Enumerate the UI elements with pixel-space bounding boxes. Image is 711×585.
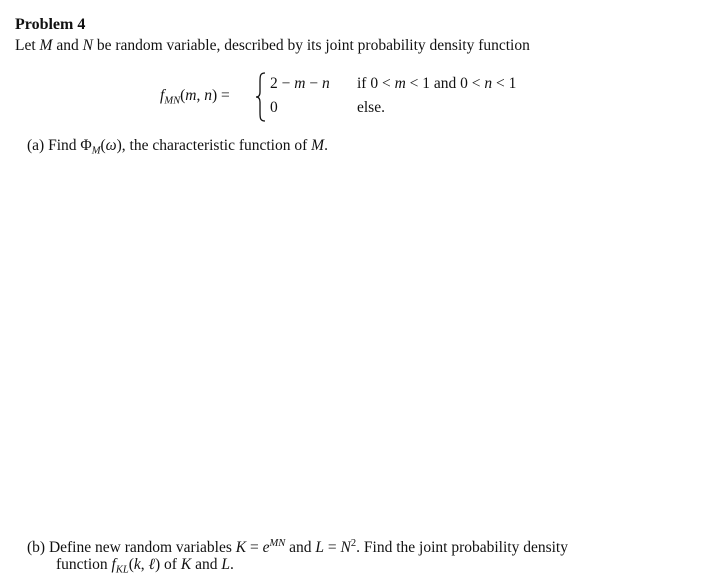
density-case2-expression: 0 [270,99,278,116]
density-function-lhs: $f_{MN}(m$, n) = [160,87,230,107]
density-case1-condition: if 0 < m < 1 and 0 < n < 1 [357,75,517,92]
part-b-question-line2: function $f_{KL}(k$, ℓ) of K and L. [56,556,234,576]
problem-intro: Let M and N be random variable, described by its joint probability density function [15,37,530,54]
part-a-question: (a) Find $\Phi_M(\omega)$, the characteristic function of M. [27,137,328,157]
part-b-question-line1: (b) Define new random variables $K = e^{MN}$ and $L = N^2$. Find the joint probability density [27,538,568,556]
problem-title: Problem 4 [15,16,86,33]
density-case2-condition: else. [357,99,385,116]
density-case1-expression: 2 − m − n [270,75,330,92]
curly-brace-icon [255,72,267,122]
